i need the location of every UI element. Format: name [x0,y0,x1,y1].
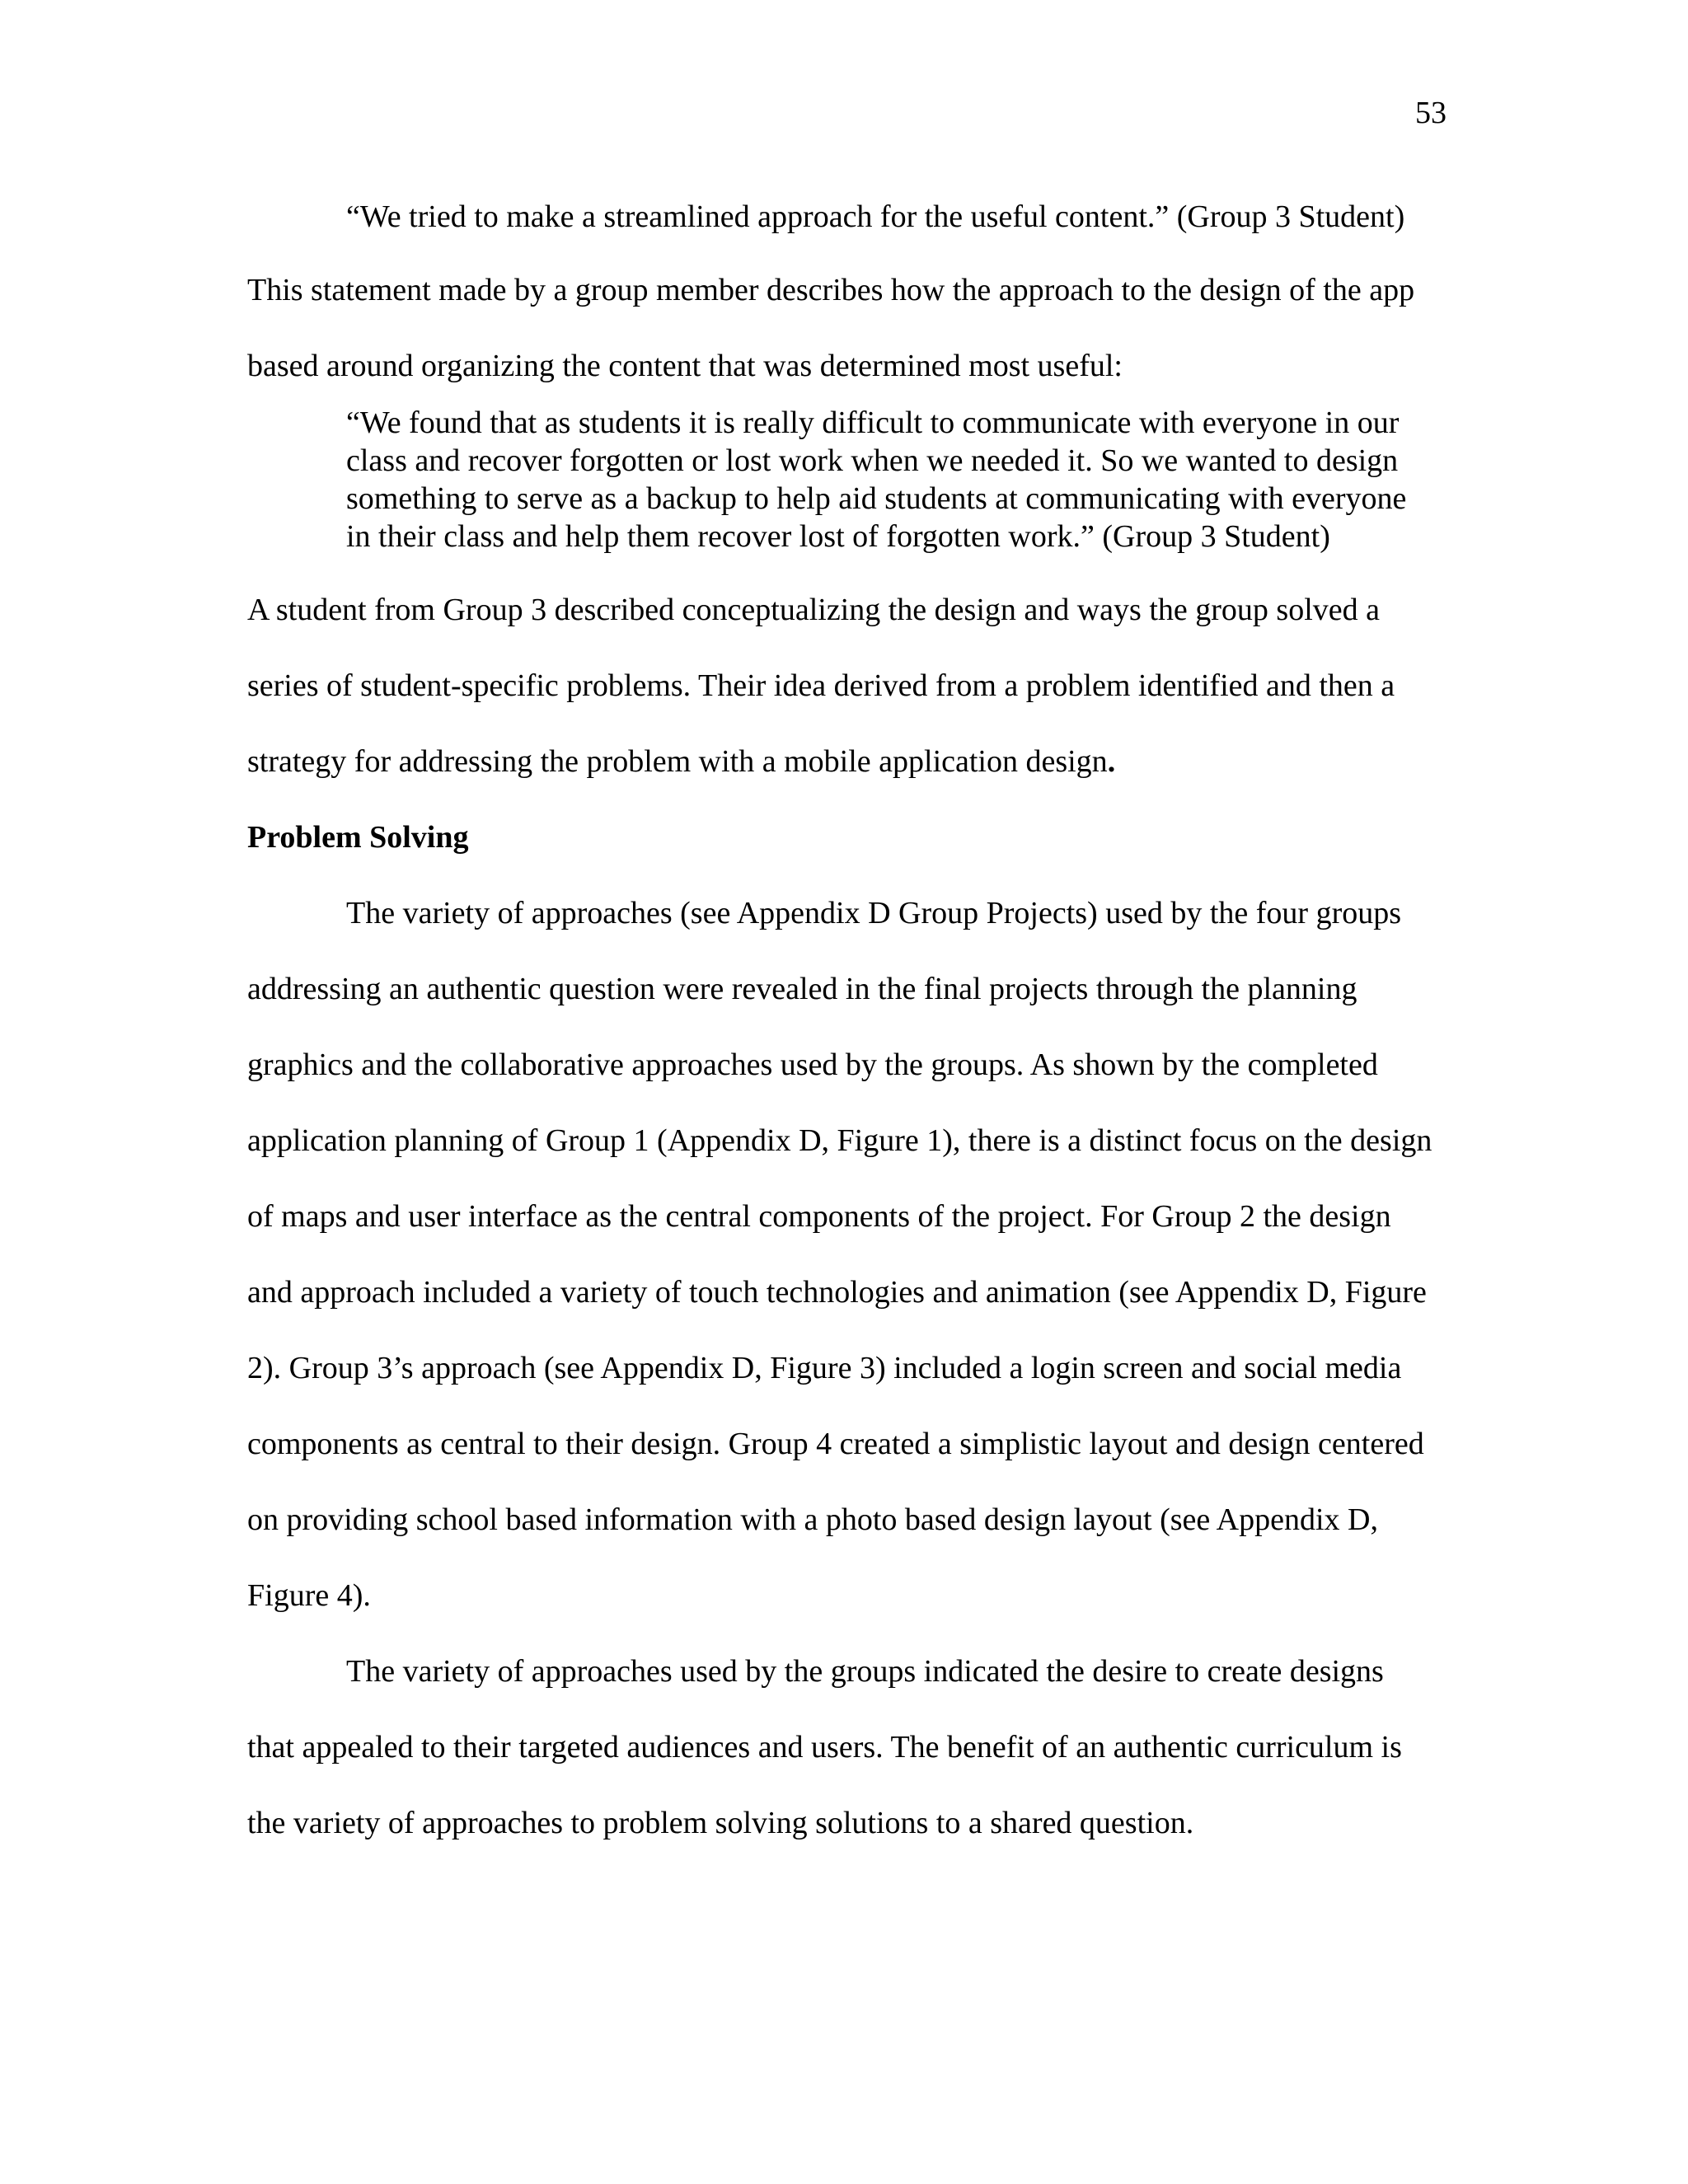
paragraph-3: The variety of approaches (see Appendix D Group Projects) used by the four groups addressing an authentic question were revealed in the final projects through the planning graphics and the collaborative approaches used by the groups. As shown by the completed application planning of Group 1 (Appendix D, Figure 1), there is a distinct focus on the design of maps and user interface as the central components of the project. For Group 2 the design and approach included a variety of touch technologies and animation (see Appendix D, Figure 2). Group 3’s approach (see Appendix D, Figure 3) included a login screen and social media components as central to their design. Group 4 created a simplistic layout and design centered on providing school based information with a photo based design layout (see Appendix D, Figure 4). [247,896,1432,1613]
paragraph-2-end-mark: . [1107,744,1116,779]
paragraph-1: This statement made by a group member describes how the approach to the design of the app based around organizing the content that was determined most useful: [247,273,1415,383]
page-content [247,198,1434,1861]
section-heading: Problem Solving [247,820,469,855]
block-quote-2: “We found that as students it is really difficult to communicate with everyone in our class and recover forgotten or lost work when we needed it. So we wanted to design something to serve as a backup to help aid students at communicating with everyone in their class and help them recover lost of forgotten work.” (Group 3 Student) [346,405,1407,554]
page-number: 53 [1415,96,1447,130]
paragraph-2-text: A student from Group 3 described conceptualizing the design and ways the group solved a series of student-specific problems. Their idea derived from a problem identified and then a strategy for addressing the problem with a mobile application design [247,593,1395,779]
paragraph-2 [247,572,1434,799]
block-quote-1: “We tried to make a streamlined approach for the useful content.” (Group 3 Student) [346,199,1405,234]
paragraph-4: The variety of approaches used by the groups indicated the desire to create designs that appealed to their targeted audiences and users. The benefit of an authentic curriculum is the variety of approaches to problem solving solutions to a shared question. [247,1654,1402,1840]
